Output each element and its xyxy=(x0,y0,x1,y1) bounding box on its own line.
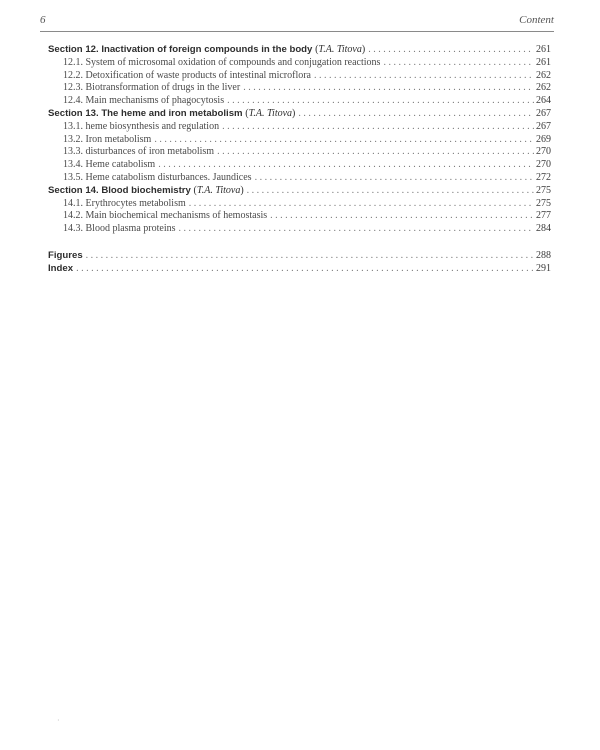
toc-item-12-4[interactable] xyxy=(48,95,551,108)
scan-mark: · xyxy=(57,716,60,725)
toc-item-title: 13.3. disturbances of iron metabolism xyxy=(63,146,215,158)
dot-leader xyxy=(217,146,534,159)
dot-leader xyxy=(243,82,534,95)
header-rule xyxy=(40,31,554,32)
toc-section-title: Figures xyxy=(48,249,83,261)
toc-page-number: 262 xyxy=(536,82,551,94)
dot-leader xyxy=(247,185,534,198)
page-header xyxy=(40,14,554,32)
dot-leader xyxy=(368,44,534,57)
toc-page-number: 291 xyxy=(536,262,551,274)
toc-item-12-2[interactable] xyxy=(48,70,551,83)
toc-page-number: 269 xyxy=(536,133,551,145)
toc-figures[interactable] xyxy=(48,250,551,263)
toc-page-number: 261 xyxy=(536,56,551,68)
toc-page-number: 275 xyxy=(536,184,551,196)
toc-page-number: 270 xyxy=(536,146,551,158)
running-title: Content xyxy=(519,14,554,26)
toc-section-13[interactable] xyxy=(48,108,551,121)
dot-leader xyxy=(222,121,534,134)
toc-section-author: T.A. Titova xyxy=(318,44,362,55)
toc-item-12-3[interactable] xyxy=(48,82,551,95)
toc-index[interactable] xyxy=(48,263,551,276)
toc-item-13-5[interactable] xyxy=(48,172,551,185)
toc-page-number: 270 xyxy=(536,159,551,171)
dot-leader xyxy=(383,57,534,70)
toc-section-title: Section 13. The heme and iron metabolism (T.A. Titova) xyxy=(48,107,296,119)
page-number: 6 xyxy=(40,14,46,26)
dot-leader xyxy=(298,108,534,121)
toc-item-title: 13.5. Heme catabolism disturbances. Jaundices xyxy=(63,171,252,183)
toc-page-number: 262 xyxy=(536,69,551,81)
dot-leader xyxy=(189,198,534,211)
toc-section-title: Section 12. Inactivation of foreign compounds in the body (T.A. Titova) xyxy=(48,44,366,55)
toc-section-author: T.A. Titova xyxy=(248,107,293,119)
toc-page-number: 261 xyxy=(536,44,551,55)
toc-item-title: 12.1. System of microsomal oxidation of compounds and conjugation reactions xyxy=(63,56,381,68)
toc-item-title: 12.2. Detoxification of waste products of intestinal microflora xyxy=(63,69,311,81)
dot-leader xyxy=(158,159,534,172)
toc-item-title: 14.2. Main biochemical mechanisms of hemostasis xyxy=(63,210,268,222)
toc-item-title: 12.3. Biotransformation of drugs in the liver xyxy=(63,82,241,94)
dot-leader xyxy=(76,263,534,276)
toc-item-title: 12.4. Main mechanisms of phagocytosis xyxy=(63,95,225,107)
dot-leader xyxy=(314,70,534,83)
toc-item-13-2[interactable] xyxy=(48,134,551,147)
toc-item-14-1[interactable] xyxy=(48,198,551,211)
dot-leader xyxy=(154,134,534,147)
dot-leader xyxy=(255,172,534,185)
toc-section-14[interactable] xyxy=(48,185,551,198)
toc-section-12[interactable] xyxy=(48,44,551,57)
toc-section-author: T.A. Titova xyxy=(196,184,241,196)
spacer xyxy=(48,236,551,250)
toc-item-14-3[interactable] xyxy=(48,223,551,236)
toc-item-title: 13.1. heme biosynthesis and regulation xyxy=(63,120,220,132)
toc-page-number: 277 xyxy=(536,210,551,222)
toc-item-title: 14.1. Erythrocytes metabolism xyxy=(63,197,186,209)
dot-leader xyxy=(179,223,535,236)
toc-item-13-1[interactable] xyxy=(48,121,551,134)
toc-section-title: Index xyxy=(48,262,74,274)
toc-page-number: 267 xyxy=(536,107,551,119)
toc-item-13-4[interactable] xyxy=(48,159,551,172)
toc-page-number: 284 xyxy=(536,223,551,235)
toc-item-13-3[interactable] xyxy=(48,146,551,159)
table-of-contents xyxy=(48,44,551,276)
toc-item-14-2[interactable] xyxy=(48,210,551,223)
toc-page-number: 275 xyxy=(536,197,551,209)
toc-page-number: 267 xyxy=(536,120,551,132)
dot-leader xyxy=(227,95,534,108)
dot-leader xyxy=(86,250,534,263)
toc-item-12-1[interactable] xyxy=(48,57,551,70)
toc-page-number: 272 xyxy=(536,171,551,183)
toc-item-title: 13.2. Iron metabolism xyxy=(63,133,152,145)
toc-item-title: 14.3. Blood plasma proteins xyxy=(63,223,176,235)
toc-page-number: 288 xyxy=(536,249,551,261)
toc-section-title: Section 14. Blood biochemistry (T.A. Titova) xyxy=(48,184,244,196)
toc-page-number: 264 xyxy=(536,95,551,107)
dot-leader xyxy=(270,210,534,223)
toc-item-title: 13.4. Heme catabolism xyxy=(63,159,156,171)
